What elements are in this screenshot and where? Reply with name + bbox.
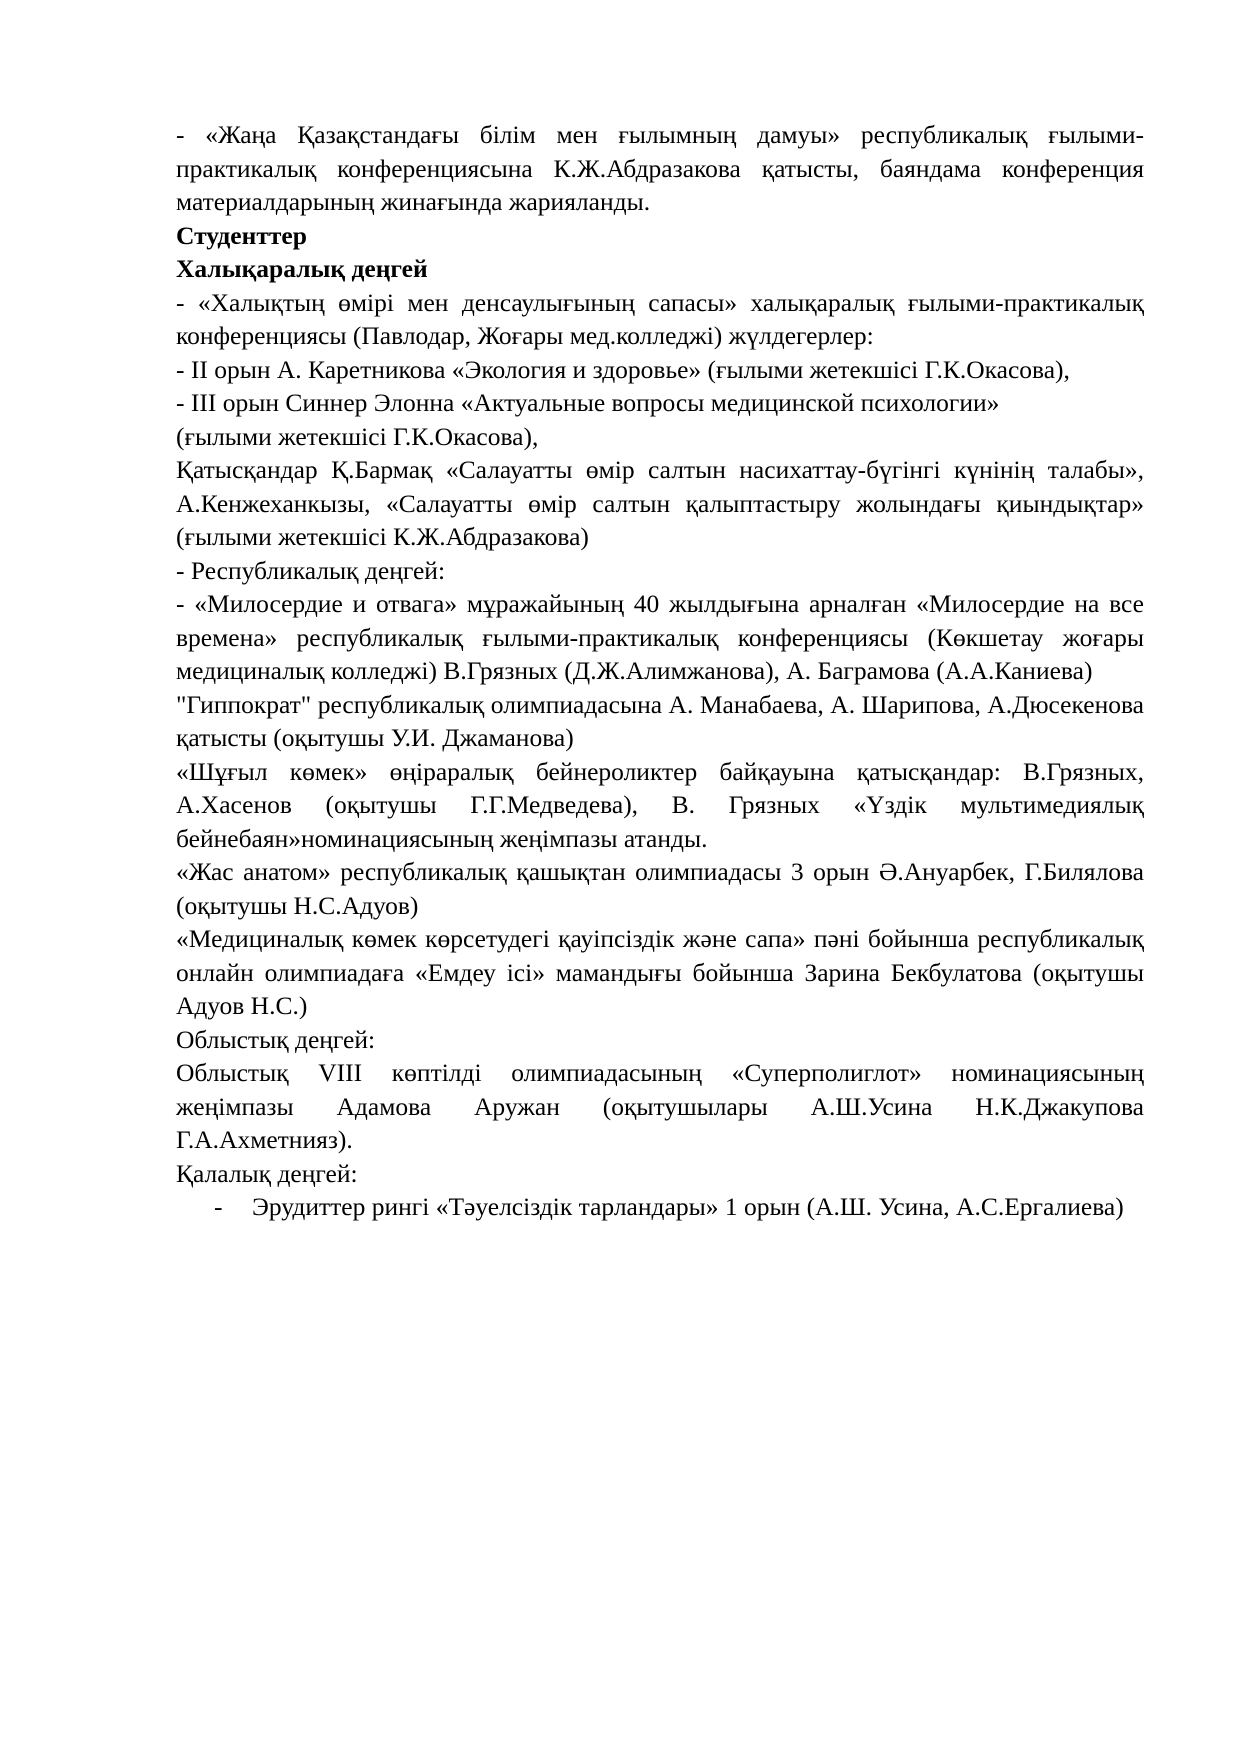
paragraph-third-place-line1: - III орын Синнер Элонна «Актуальные вопросы медицинской психологии» [176,388,1000,417]
paragraph-third-place-line2: (ғылыми жетекшісі Г.К.Окасова), [176,421,539,451]
paragraph-international-conference: - «Халықтың өмірі мен денсаулығының сапасы» халықаралық ғылыми-практикалық конференциясы (Павлодар, Жоғары мед.колледжі) жүлдегерлер: [176,287,1144,350]
heading-international-level: Халықаралық деңгей [176,254,428,283]
list-item-erudit-ring [176,1190,1144,1224]
paragraph-participants: Қатысқандар Қ.Бармақ «Салауатты өмір салтын насихаттау-бүгінгі күнінің талабы», А.Кенжеханкызы, «Салауатты өмір салтын қалыптастыру жолындағы қиындықтар» (ғылыми жетекшісі К.Ж.Абдразакова) [176,455,1144,551]
heading-regional-level: Облыстық деңгей: [176,1024,376,1054]
paragraph-zhas-anatom: «Жас анатом» республикалық қашықтан олимпиадасы 3 орын Ә.Ануарбек, Г.Билялова (оқытушы Н.С.Адуов) [176,857,1144,920]
paragraph-shugyl-komek: «Шұғыл көмек» өңіраралық бейнероликтер байқауына қатысқандар: В.Грязных, А.Хасенов (оқытушы Г.Г.Медведева), В. Грязных «Үздік мультимедиялық бейнебаян»номинациясының жеңімпазы атанды. [176,756,1144,853]
heading-students: Студенттер [176,220,307,250]
paragraph-medical-help-olympiad: «Медициналық көмек көрсетудегі қауіпсіздік және сапа» пәні бойынша республикалық онлайн олимпиадаға «Емдеу ісі» мамандығы бойынша Зарина Бекбулатова (оқытушы Адуов Н.С.) [176,924,1144,1020]
list-bullet-dash: - [214,1192,223,1221]
heading-republic-level: - Республикалық деңгей: [176,555,446,585]
paragraph-teacher-conference: - «Жаңа Қазақстандағы білім мен ғылымның дамуы» республикалық ғылыми-практикалық конференциясына К.Ж.Абдразакова қатысты, баяндама конференция материалдарының жинағында жарияланды. [176,120,1144,216]
list-item-text: Эрудиттер рингі «Тәуелсіздік тарландары» 1 орын (А.Ш. Усина, А.С.Ергалиева) [252,1192,1124,1221]
heading-city-level: Қалалық деңгей: [176,1158,358,1188]
document-page [176,118,1144,1224]
paragraph-second-place: - II орын А. Каретникова «Экология и здоровье» (ғылыми жетекшісі Г.К.Окасова), [176,354,1070,384]
paragraph-superpolyglot: Облыстық VIII көптілді олимпиадасының «Суперполиглот» номинациясының жеңімпазы Адамова Аружан (оқытушылары А.Ш.Усина Н.К.Джакупова Г.А.Ахметнияз). [176,1058,1144,1154]
paragraph-miloserdie-conference: - «Милосердие и отвага» мұражайының 40 жылдығына арналған «Милосердие на все времена» республикалық ғылыми-практикалық конференциясы (Көкшетау жоғары медициналық колледжі) В.Грязных (Д.Ж.Алимжанова), А. Баграмова (А.А.Каниева) [176,589,1144,685]
paragraph-hippocrat-olympiad: "Гиппократ" республикалық олимпиадасына А. Манабаева, А. Шарипова, А.Дюсекенова қатысты (оқытушы У.И. Джаманова) [176,689,1144,752]
